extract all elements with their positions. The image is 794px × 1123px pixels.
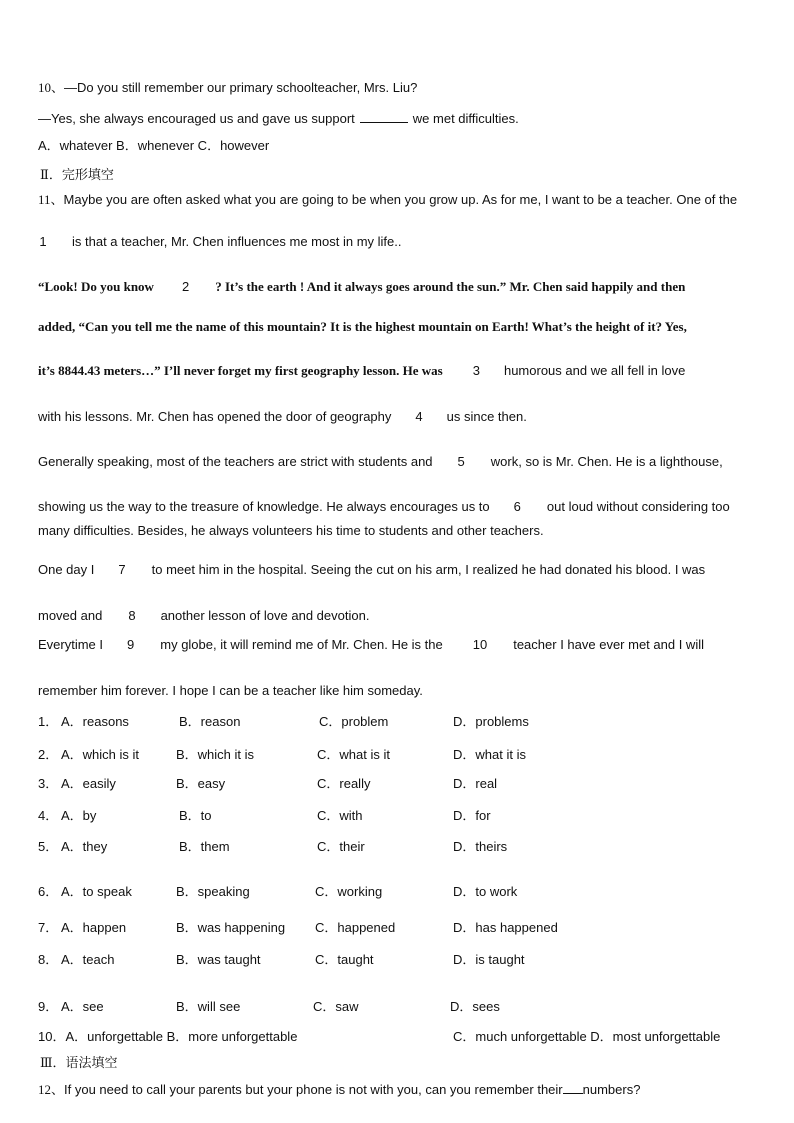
q10-answer-blank[interactable] — [360, 110, 408, 123]
q11-line13: remember him forever. I hope I can be a teacher like him someday. — [38, 683, 423, 698]
q12-answer-blank[interactable] — [563, 1081, 583, 1094]
choice-option-b[interactable]: B．speaking — [176, 884, 250, 899]
q11-text3-after: ? It’s the earth ! And it always goes around the sun.” Mr. Chen said happily and then — [215, 279, 686, 294]
choice-option-c[interactable]: C．working — [315, 884, 383, 899]
q12-text-before: If you need to call your parents but your phone is not with you, can you remember their — [64, 1082, 563, 1097]
q11-line10 — [38, 562, 705, 578]
choice-option-a[interactable]: A．by — [61, 808, 97, 823]
blank-3[interactable]: 3 — [472, 363, 480, 378]
q11-text5-after: humorous and we all fell in love — [503, 363, 686, 378]
blank-2[interactable]: 2 — [181, 279, 190, 294]
q11-line8 — [38, 499, 730, 515]
blank-5[interactable]: 5 — [457, 454, 465, 469]
q11-text1: Maybe you are often asked what you are going to be when you grow up. As for me, I want to be a teacher. One of the — [63, 192, 738, 207]
choice-option-d[interactable]: D．for — [453, 808, 491, 823]
choice-number: 9． — [38, 999, 59, 1014]
choice-option-a[interactable]: A．to speak — [61, 884, 132, 899]
choice-number: 4． — [38, 808, 59, 823]
q10-text2-before: —Yes, she always encouraged us and gave us support — [38, 111, 355, 126]
q11-text6-after: us since then. — [446, 409, 527, 424]
choice-option-b[interactable]: B．was happening — [176, 920, 286, 935]
q11-text11-before: moved and — [38, 608, 103, 623]
choice-option-a[interactable]: A．see — [61, 999, 104, 1014]
choice-option-d[interactable]: D．has happened — [453, 920, 558, 935]
q11-line7 — [38, 454, 723, 470]
choice-option-a[interactable]: A．reasons — [61, 714, 129, 729]
choice-option-b[interactable]: B．them — [179, 839, 230, 854]
q11-text5-before: it’s 8844.43 meters…” I’ll never forget my first geography lesson. He was — [38, 363, 443, 378]
blank-4[interactable]: 4 — [415, 409, 423, 424]
q10-text2-after: we met difficulties. — [412, 111, 519, 126]
q11-text12-after: teacher I have ever met and I will — [513, 637, 704, 652]
choice-option-d[interactable]: D．is taught — [453, 952, 525, 967]
choice-option-d[interactable]: D．to work — [453, 884, 518, 899]
q11-line2 — [38, 234, 401, 250]
choice-option-a[interactable]: A．they — [61, 839, 108, 854]
choice-option-b[interactable]: B．which it is — [176, 747, 255, 762]
section-3-title: Ⅲ．语法填空 — [40, 1055, 118, 1070]
q11-line12 — [38, 637, 704, 653]
q11-text7-before: Generally speaking, most of the teachers are strict with students and — [38, 454, 433, 469]
q11-line1 — [38, 192, 737, 208]
choice-option-c[interactable]: C．really — [317, 776, 371, 791]
q10-text1: —Do you still remember our primary schoolteacher, Mrs. Liu? — [64, 80, 418, 95]
choice-option-b[interactable]: B．to — [179, 808, 212, 823]
q11-text2: is that a teacher, Mr. Chen influences me most in my life.. — [72, 234, 402, 249]
choice-number: 1． — [38, 714, 59, 729]
choice-number: 5． — [38, 839, 59, 854]
blank-7[interactable]: 7 — [118, 562, 126, 577]
blank-10[interactable]: 10 — [472, 637, 488, 652]
choice-number: 3． — [38, 776, 59, 791]
choice-option-c[interactable]: C．their — [317, 839, 365, 854]
q11-line4: added, “Can you tell me the name of this mountain? It is the highest mountain on Earth! What’s the height of it? Yes, — [38, 319, 687, 334]
q11-line9: many difficulties. Besides, he always volunteers his time to students and other teachers. — [38, 523, 544, 538]
q11-text3-before: “Look! Do you know — [38, 279, 154, 294]
choice-option-a[interactable]: A．easily — [61, 776, 116, 791]
choice-option-c[interactable]: C．saw — [313, 999, 359, 1014]
q10-line2 — [38, 110, 519, 127]
choice-number: 8． — [38, 952, 59, 967]
q12-number: 12、 — [38, 1082, 65, 1097]
choice-option-b[interactable]: B．was taught — [176, 952, 261, 967]
choice-option-d[interactable]: D．theirs — [453, 839, 508, 854]
choice-number: 6． — [38, 884, 59, 899]
choice-number: 2． — [38, 747, 59, 762]
q11-line3 — [38, 279, 685, 295]
choice-option-d[interactable]: D．real — [453, 776, 498, 791]
q11-line6 — [38, 409, 527, 425]
q11-text10-before: One day I — [38, 562, 95, 577]
choice-10-right[interactable]: C．much unforgettable D．most unforgettable — [453, 1029, 721, 1044]
choice-option-c[interactable]: C．problem — [319, 714, 389, 729]
q11-text12-before: Everytime I — [38, 637, 104, 652]
choice-option-d[interactable]: D．problems — [453, 714, 529, 729]
choice-option-b[interactable]: B．easy — [176, 776, 226, 791]
choice-option-b[interactable]: B．will see — [176, 999, 241, 1014]
q11-text8-before: showing us the way to the treasure of knowledge. He always encourages us to — [38, 499, 490, 514]
blank-1[interactable]: 1 — [39, 234, 47, 249]
choice-number: 7． — [38, 920, 59, 935]
q11-text12-mid: my globe, it will remind me of Mr. Chen. He is the — [160, 637, 443, 652]
choice-option-c[interactable]: C．what is it — [317, 747, 390, 762]
choice-option-d[interactable]: D．what it is — [453, 747, 526, 762]
q10-number: 10、 — [38, 80, 65, 95]
choice-option-c[interactable]: C．with — [317, 808, 363, 823]
choice-option-c[interactable]: C．taught — [315, 952, 374, 967]
choice-option-a[interactable]: A．happen — [61, 920, 127, 935]
q11-text8-after: out loud without considering too — [546, 499, 730, 514]
q12-text-after: numbers? — [582, 1082, 641, 1097]
q11-line11 — [38, 608, 369, 624]
q11-text7-after: work, so is Mr. Chen. He is a lighthouse, — [490, 454, 723, 469]
q11-text6-before: with his lessons. Mr. Chen has opened the door of geography — [38, 409, 392, 424]
blank-9[interactable]: 9 — [127, 637, 135, 652]
choice-option-a[interactable]: A．teach — [61, 952, 115, 967]
q11-line5 — [38, 363, 685, 379]
blank-8[interactable]: 8 — [128, 608, 136, 623]
choice-option-a[interactable]: A．which is it — [61, 747, 140, 762]
choice-10-left[interactable]: 10．A．unforgettable B．more unforgettable — [38, 1029, 298, 1044]
q11-text11-after: another lesson of love and devotion. — [160, 608, 370, 623]
choice-option-b[interactable]: B．reason — [179, 714, 241, 729]
q12-line — [38, 1081, 640, 1098]
blank-6[interactable]: 6 — [513, 499, 521, 514]
q11-number: 11、 — [38, 192, 64, 207]
choice-option-d[interactable]: D．sees — [450, 999, 500, 1014]
q10-line1 — [38, 80, 417, 96]
q11-text10-after: to meet him in the hospital. Seeing the cut on his arm, I realized he had donated his blood. I was — [151, 562, 706, 577]
choice-option-c[interactable]: C．happened — [315, 920, 396, 935]
section-2-title: Ⅱ．完形填空 — [40, 167, 114, 182]
q10-options: A．whatever B．whenever C．however — [38, 138, 270, 153]
